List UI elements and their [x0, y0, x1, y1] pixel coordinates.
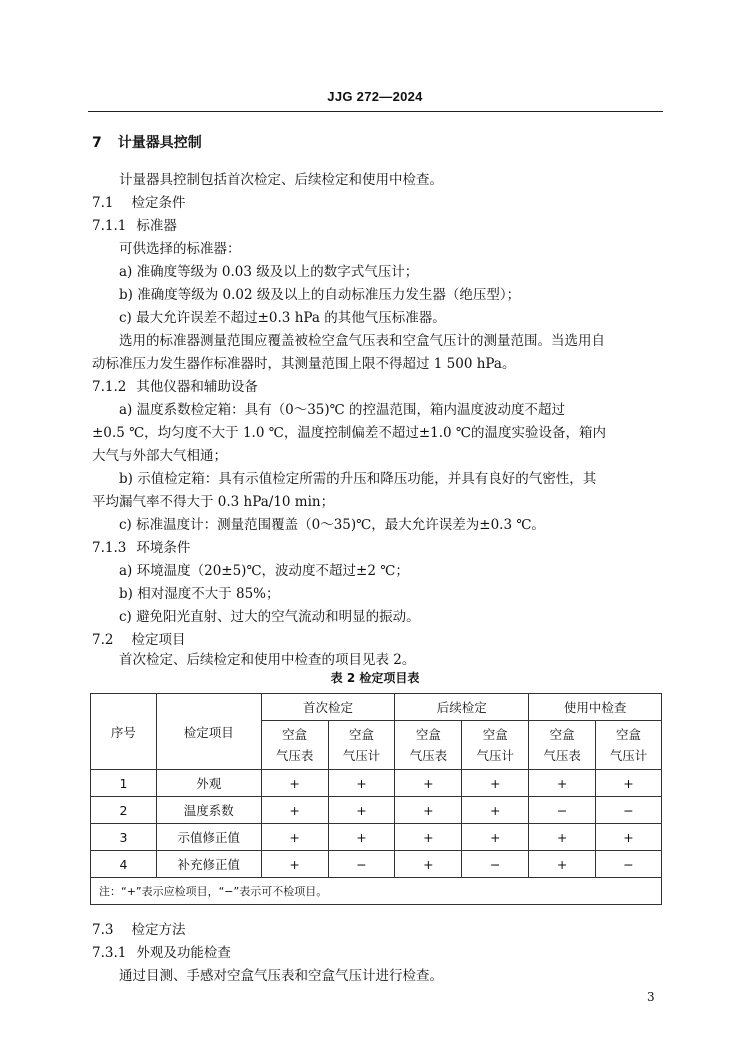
- section-7-heading: [92, 134, 202, 152]
- sub-header-barometer: 空盒 气压表: [395, 721, 462, 770]
- section-7-1-heading: [92, 194, 185, 212]
- section-7-1-1-heading: [92, 217, 177, 235]
- row-cell: +: [529, 851, 596, 878]
- sub-header-barometer: 空盒 气压表: [261, 721, 328, 770]
- row-item: 示值修正值: [156, 824, 261, 851]
- header-group-first: 首次检定: [261, 694, 395, 721]
- row-item: 外观: [156, 770, 261, 797]
- row-cell: +: [462, 824, 529, 851]
- table-row: [91, 797, 662, 824]
- row-cell: +: [462, 797, 529, 824]
- row-cell: +: [261, 851, 328, 878]
- section-7-1-number: 7.1: [92, 195, 114, 211]
- row-cell: +: [462, 770, 529, 797]
- header-group-subsequent: 后续检定: [395, 694, 529, 721]
- section-7-3-1-number: 7.3.1: [92, 945, 127, 961]
- section-7-2-heading: [92, 631, 185, 649]
- section-7-1-2-number: 7.1.2: [92, 379, 127, 395]
- section-7-2-text: 首次检定、后续检定和使用中检查的项目见表 2。: [119, 652, 416, 668]
- standard-code: JJG 272—2024: [327, 89, 423, 104]
- section-7-1-title: 检定条件: [131, 195, 186, 211]
- row-seq: 2: [91, 797, 157, 824]
- page-number: 3: [647, 990, 655, 1004]
- section-7-1-3-number: 7.1.3: [92, 540, 127, 556]
- header-item: 检定项目: [156, 694, 261, 770]
- table-note-row: [91, 878, 662, 905]
- row-cell: +: [529, 770, 596, 797]
- equipment-a-line-2: ±0.5 ℃，均匀度不大于 1.0 ℃，温度控制偏差不超过±1.0 ℃的温度实验设备，箱内: [92, 425, 607, 441]
- inspection-items-table: [90, 693, 662, 905]
- section-7-1-2-title: 其他仪器和辅助设备: [136, 379, 258, 395]
- standard-paragraph-line-2: 动标准压力发生器作标准器时，其测量范围上限不得超过 1 500 hPa。: [92, 356, 516, 372]
- row-seq: 4: [91, 851, 157, 878]
- environment-item-b: b) 相对湿度不大于 85%；: [119, 586, 280, 602]
- row-cell: +: [261, 770, 328, 797]
- section-7-1-2-heading: [92, 378, 258, 396]
- table-row: [91, 824, 662, 851]
- row-cell: +: [261, 797, 328, 824]
- row-seq: 1: [91, 770, 157, 797]
- section-7-3-1-text: 通过目测、手感对空盒气压表和空盒气压计进行检查。: [119, 968, 443, 984]
- header-group-in-use: 使用中检查: [529, 694, 662, 721]
- row-cell: −: [596, 797, 662, 824]
- section-7-1-1-title: 标准器: [136, 218, 177, 234]
- section-7-1-3-heading: [92, 539, 190, 557]
- section-7-3-number: 7.3: [92, 922, 114, 938]
- standard-item-c: c) 最大允许误差不超过±0.3 hPa 的其他气压标准器。: [119, 310, 446, 326]
- section-7-2-number: 7.2: [92, 632, 114, 648]
- row-cell: +: [328, 797, 395, 824]
- section-7-1-1-number: 7.1.1: [92, 218, 127, 234]
- row-cell: −: [596, 851, 662, 878]
- section-7-3-1-title: 外观及功能检查: [136, 945, 231, 961]
- equipment-b-line-2: 平均漏气率不得大于 0.3 hPa/10 min；: [92, 494, 335, 510]
- section-7-3-title: 检定方法: [131, 922, 186, 938]
- section-7-2-title: 检定项目: [131, 632, 186, 648]
- section-7-1-3-title: 环境条件: [136, 540, 191, 556]
- section-7-number: 7: [92, 135, 102, 151]
- header-seq: 序号: [91, 694, 157, 770]
- row-cell: +: [395, 824, 462, 851]
- row-item: 补充修正值: [156, 851, 261, 878]
- sub-header-barometer: 空盒 气压表: [529, 721, 596, 770]
- equipment-a-line-3: 大气与外部大气相通；: [92, 448, 227, 464]
- sub-header-barograph: 空盒 气压计: [596, 721, 662, 770]
- row-cell: +: [529, 824, 596, 851]
- table-row: [91, 770, 662, 797]
- row-cell: +: [395, 797, 462, 824]
- table-row: [91, 851, 662, 878]
- row-cell: −: [462, 851, 529, 878]
- row-cell: +: [328, 824, 395, 851]
- sub-header-barograph: 空盒 气压计: [328, 721, 395, 770]
- section-7-3-heading: [92, 921, 185, 939]
- environment-item-c: c) 避免阳光直射、过大的空气流动和明显的振动。: [119, 609, 420, 625]
- table-note: 注：“+”表示应检项目，“−”表示可不检项目。: [91, 878, 662, 905]
- row-cell: +: [395, 770, 462, 797]
- row-cell: +: [596, 770, 662, 797]
- environment-item-a: a) 环境温度（20±5)℃，波动度不超过±2 ℃；: [119, 563, 409, 579]
- section-7-intro: 计量器具控制包括首次检定、后续检定和使用中检查。: [119, 172, 443, 188]
- section-7-3-1-heading: [92, 944, 231, 962]
- section-7-title: 计量器具控制: [117, 135, 202, 151]
- table-caption: 表 2 检定项目表: [330, 671, 420, 685]
- row-cell: +: [328, 770, 395, 797]
- equipment-a-line-1: a) 温度系数检定箱：具有（0～35)℃ 的控温范围，箱内温度波动度不超过: [119, 402, 566, 418]
- header-rule: [88, 111, 663, 112]
- equipment-b-line-1: b) 示值检定箱：具有示值检定所需的升压和降压功能，并具有良好的气密性，其: [119, 471, 597, 487]
- sub-header-barograph: 空盒 气压计: [462, 721, 529, 770]
- standard-item-a: a) 准确度等级为 0.03 级及以上的数字式气压计；: [119, 264, 419, 280]
- row-cell: −: [529, 797, 596, 824]
- row-cell: +: [261, 824, 328, 851]
- table-header-row-1: [91, 694, 662, 721]
- equipment-c-line-1: c) 标准温度计：测量范围覆盖（0～35)℃，最大允许误差为±0.3 ℃。: [119, 517, 545, 533]
- row-item: 温度系数: [156, 797, 261, 824]
- standard-paragraph-line-1: 选用的标准器测量范围应覆盖被检空盒气压表和空盒气压计的测量范围。当选用自: [119, 333, 605, 349]
- standard-lead: 可供选择的标准器：: [119, 241, 241, 257]
- row-cell: −: [328, 851, 395, 878]
- row-seq: 3: [91, 824, 157, 851]
- row-cell: +: [395, 851, 462, 878]
- row-cell: +: [596, 824, 662, 851]
- standard-item-b: b) 准确度等级为 0.02 级及以上的自动标准压力发生器（绝压型）；: [119, 287, 521, 303]
